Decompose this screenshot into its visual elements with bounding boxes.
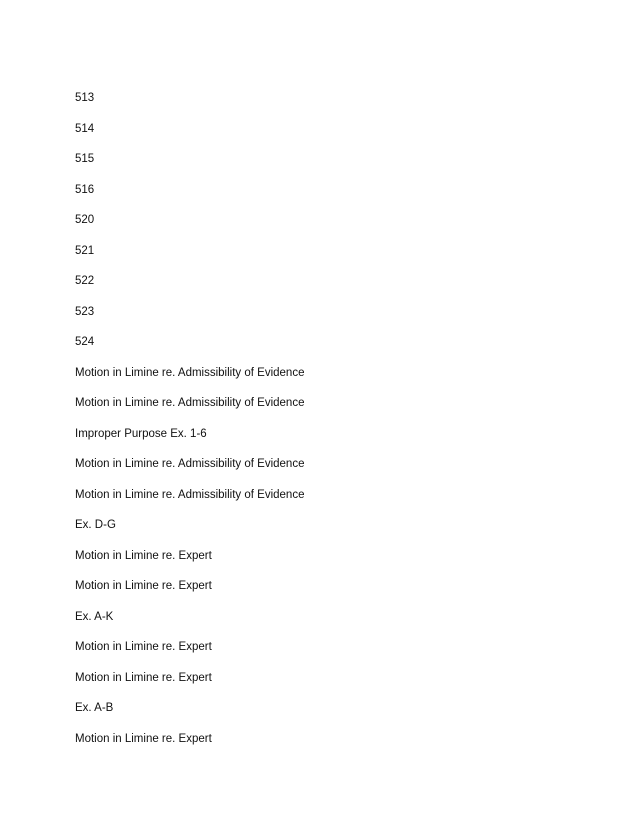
text-line: Ex. A-B bbox=[75, 702, 114, 714]
text-line: Motion in Limine re. Admissibility of Evidence bbox=[75, 397, 305, 409]
text-line: Motion in Limine re. Expert bbox=[75, 549, 212, 562]
text-line: 516 bbox=[75, 183, 95, 196]
text-line: 524 bbox=[75, 336, 95, 348]
text-line: 521 bbox=[75, 244, 95, 257]
text-line: Motion in Limine re. Expert bbox=[75, 671, 212, 684]
text-line: Motion in Limine re. Admissibility of Evidence bbox=[75, 488, 305, 501]
text-line: 513 bbox=[75, 92, 95, 104]
text-line: Motion in Limine re. Admissibility of Evidence bbox=[75, 366, 305, 379]
text-line: 514 bbox=[75, 122, 95, 135]
document-text-list bbox=[75, 90, 304, 761]
text-line: 523 bbox=[75, 305, 95, 318]
text-line: Motion in Limine re. Expert bbox=[75, 732, 212, 745]
text-line: Ex. A-K bbox=[75, 610, 114, 623]
text-line: Ex. D-G bbox=[75, 519, 116, 531]
text-line: Improper Purpose Ex. 1-6 bbox=[75, 427, 207, 440]
text-line: Motion in Limine re. Expert bbox=[75, 641, 212, 653]
text-line: Motion in Limine re. Admissibility of Evidence bbox=[75, 458, 305, 470]
text-line: 522 bbox=[75, 275, 95, 287]
text-line: 515 bbox=[75, 153, 95, 165]
text-line: Motion in Limine re. Expert bbox=[75, 580, 212, 592]
text-line: 520 bbox=[75, 214, 95, 226]
